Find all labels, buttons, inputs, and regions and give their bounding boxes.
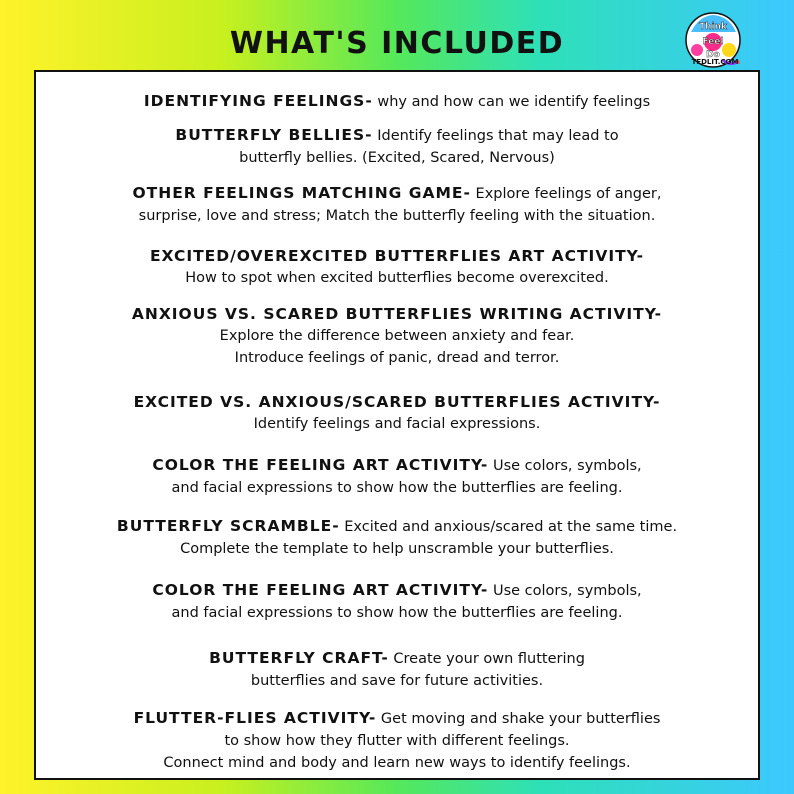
item-text: Identify feelings and facial expressions. (253, 416, 541, 432)
item-text: to show how they flutter with different feelings. (224, 733, 570, 749)
item-text: Get moving and shake your butterflies (376, 711, 661, 727)
item-color-feeling-art-1 (36, 454, 758, 499)
item-identifying-feelings (36, 90, 758, 113)
item-heading: ANXIOUS VS. SCARED BUTTERFLIES WRITING ACTIVITY- (131, 305, 663, 323)
contents-panel (34, 70, 760, 780)
page-title: WHAT'S INCLUDED (229, 26, 565, 61)
item-text: Use colors, symbols, (488, 583, 642, 599)
item-heading: BUTTERFLY CRAFT- (209, 649, 389, 667)
item-heading: COLOR THE FEELING ART ACTIVITY- (152, 456, 489, 474)
item-text: and facial expressions to show how the butterflies are feeling. (171, 605, 623, 621)
item-heading: BUTTERFLY SCRAMBLE- (116, 517, 340, 535)
logo-url: TFDLIT.COM (691, 58, 739, 66)
item-butterfly-craft (36, 647, 758, 692)
item-text: butterflies and save for future activities. (250, 673, 544, 689)
item-text: why and how can we identify feelings (372, 94, 651, 110)
item-text: Connect mind and body and learn new ways to identify feelings. (163, 755, 631, 771)
item-butterfly-bellies (36, 124, 758, 169)
item-text: and facial expressions to show how the butterflies are feeling. (171, 480, 623, 496)
item-excited-anxious-activity (36, 391, 758, 435)
item-text: Use colors, symbols, (488, 458, 642, 474)
item-text: Create your own fluttering (388, 651, 585, 667)
item-text: butterfly bellies. (Excited, Scared, Nervous) (239, 150, 555, 166)
item-heading: EXCITED VS. ANXIOUS/SCARED BUTTERFLIES ACTIVITY- (133, 393, 661, 411)
logo-word-think: Think (698, 22, 728, 32)
item-heading: EXCITED/OVEREXCITED BUTTERFLIES ART ACTIVITY- (149, 247, 645, 265)
item-flutter-flies (36, 707, 758, 774)
item-text: How to spot when excited butterflies become overexcited. (185, 270, 609, 286)
item-text: Explore the difference between anxiety and fear. (219, 328, 575, 344)
item-heading: FLUTTER-FLIES ACTIVITY- (133, 709, 377, 727)
logo-word-do: Do (706, 50, 720, 60)
item-heading: COLOR THE FEELING ART ACTIVITY- (152, 581, 489, 599)
item-butterfly-scramble (36, 515, 758, 560)
think-feel-do-logo (679, 10, 747, 78)
item-anxious-scared-writing (36, 303, 758, 369)
item-heading: BUTTERFLY BELLIES- (175, 126, 373, 144)
item-overexcited-art (36, 245, 758, 289)
item-text: Complete the template to help unscramble your butterflies. (180, 541, 614, 557)
item-text: Introduce feelings of panic, dread and terror. (234, 350, 560, 366)
item-matching-game (36, 182, 758, 227)
logo-word-feel: Feel (702, 37, 724, 47)
item-color-feeling-art-2 (36, 579, 758, 624)
item-text: Identify feelings that may lead to (372, 128, 619, 144)
item-heading: OTHER FEELINGS MATCHING GAME- (132, 184, 471, 202)
item-text: Explore feelings of anger, (470, 186, 662, 202)
item-text: Excited and anxious/scared at the same time. (339, 519, 678, 535)
item-heading: IDENTIFYING FEELINGS- (143, 92, 373, 110)
item-text: surprise, love and stress; Match the butterfly feeling with the situation. (138, 208, 656, 224)
